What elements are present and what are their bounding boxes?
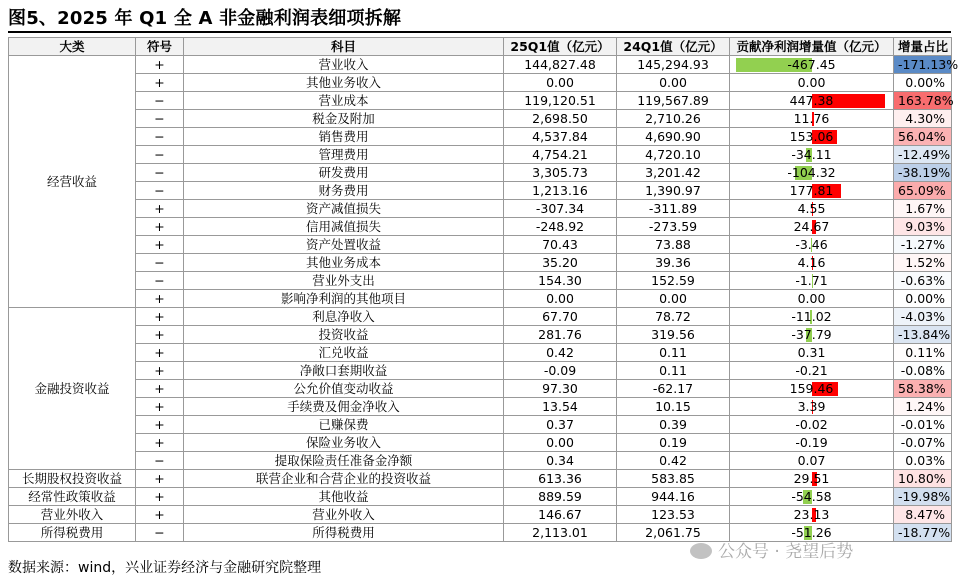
figure-title: 图5、2025 年 Q1 全 A 非金融利润表细项拆解 — [8, 8, 402, 29]
sign-cell: + — [136, 470, 184, 488]
contribution-value: -0.02 — [795, 417, 828, 432]
contribution-cell — [730, 200, 894, 218]
value-25q1-cell: 0.37 — [504, 416, 617, 434]
item-cell: 利息净收入 — [184, 308, 504, 326]
share-cell: 0.03% — [894, 452, 952, 470]
value-25q1-cell: 889.59 — [504, 488, 617, 506]
category-cell: 营业外收入 — [9, 506, 136, 524]
sign-cell: − — [136, 182, 184, 200]
value-24q1-cell: 583.85 — [617, 470, 730, 488]
table-row — [9, 344, 952, 362]
share-cell: -0.07% — [894, 434, 952, 452]
contribution-cell — [730, 308, 894, 326]
contribution-value: 3.39 — [797, 399, 826, 414]
contribution-value: 0.31 — [797, 345, 826, 360]
sign-cell: − — [136, 110, 184, 128]
table-body — [9, 56, 959, 542]
value-24q1-cell: 0.00 — [617, 74, 730, 92]
value-24q1-cell: 0.19 — [617, 434, 730, 452]
share-cell: 0.00% — [894, 74, 952, 92]
sign-cell: − — [136, 254, 184, 272]
sign-cell: + — [136, 488, 184, 506]
value-24q1-cell: 944.16 — [617, 488, 730, 506]
contribution-cell — [730, 146, 894, 164]
item-cell: 所得税费用 — [184, 524, 504, 542]
wechat-icon — [690, 543, 712, 559]
sign-cell: + — [136, 434, 184, 452]
table-row — [9, 398, 952, 416]
value-25q1-cell: 35.20 — [504, 254, 617, 272]
value-24q1-cell: 0.11 — [617, 362, 730, 380]
item-cell: 其他业务成本 — [184, 254, 504, 272]
contribution-value: -1.71 — [795, 273, 828, 288]
watermark-text: 公众号 · 尧望后势 — [718, 542, 854, 562]
value-25q1-cell: -0.09 — [504, 362, 617, 380]
value-24q1-cell: 3,201.42 — [617, 164, 730, 182]
contribution-value: 23.13 — [793, 507, 830, 522]
share-cell: 1.24% — [894, 398, 952, 416]
share-cell: 4.30% — [894, 110, 952, 128]
header-category: 大类 — [9, 38, 136, 56]
contribution-value: 177.81 — [789, 183, 834, 198]
contribution-cell — [730, 236, 894, 254]
item-cell: 销售费用 — [184, 128, 504, 146]
share-cell: -0.63% — [894, 272, 952, 290]
value-24q1-cell: 152.59 — [617, 272, 730, 290]
table-row — [9, 488, 952, 506]
sign-cell: − — [136, 272, 184, 290]
table-row — [9, 218, 952, 236]
contribution-cell — [730, 506, 894, 524]
value-25q1-cell: -248.92 — [504, 218, 617, 236]
sign-cell: − — [136, 92, 184, 110]
contribution-value: 24.67 — [793, 219, 830, 234]
item-cell: 已赚保费 — [184, 416, 504, 434]
sign-cell: − — [136, 452, 184, 470]
item-cell: 保险业务收入 — [184, 434, 504, 452]
sign-cell: + — [136, 506, 184, 524]
value-24q1-cell: 2,710.26 — [617, 110, 730, 128]
income-breakdown-table — [8, 37, 959, 542]
sign-cell: + — [136, 290, 184, 308]
item-cell: 资产处置收益 — [184, 236, 504, 254]
value-25q1-cell: 0.00 — [504, 434, 617, 452]
table-row — [9, 524, 952, 542]
value-24q1-cell: 145,294.93 — [617, 56, 730, 74]
contribution-value: -37.79 — [791, 327, 832, 342]
sign-cell: + — [136, 218, 184, 236]
contribution-cell — [730, 56, 894, 74]
share-cell: 56.04% — [894, 128, 952, 146]
contribution-cell — [730, 110, 894, 128]
header-sign: 符号 — [136, 38, 184, 56]
contribution-cell — [730, 434, 894, 452]
contribution-value: -467.45 — [787, 57, 836, 72]
share-cell: 8.47% — [894, 506, 952, 524]
value-24q1-cell: 123.53 — [617, 506, 730, 524]
value-24q1-cell: 4,720.10 — [617, 146, 730, 164]
sign-cell: + — [136, 416, 184, 434]
value-25q1-cell: 146.67 — [504, 506, 617, 524]
contribution-value: -0.19 — [795, 435, 828, 450]
contribution-value: -11.02 — [791, 309, 832, 324]
source-note: 数据来源：wind，兴业证券经济与金融研究院整理 — [8, 560, 322, 576]
item-cell: 其他业务收入 — [184, 74, 504, 92]
value-25q1-cell: 119,120.51 — [504, 92, 617, 110]
table-row — [9, 110, 952, 128]
value-25q1-cell: 154.30 — [504, 272, 617, 290]
table-row — [9, 326, 952, 344]
header-contribution: 贡献净利润增量值（亿元） — [730, 38, 894, 56]
value-25q1-cell: 70.43 — [504, 236, 617, 254]
table-row — [9, 380, 952, 398]
contribution-cell — [730, 344, 894, 362]
sign-cell: + — [136, 344, 184, 362]
contribution-cell — [730, 92, 894, 110]
contribution-value: 447.38 — [789, 93, 834, 108]
sign-cell: − — [136, 146, 184, 164]
value-25q1-cell: 281.76 — [504, 326, 617, 344]
item-cell: 资产减值损失 — [184, 200, 504, 218]
value-25q1-cell: 13.54 — [504, 398, 617, 416]
value-24q1-cell: -62.17 — [617, 380, 730, 398]
sign-cell: − — [136, 128, 184, 146]
table-row — [9, 146, 952, 164]
item-cell: 营业收入 — [184, 56, 504, 74]
table-row — [9, 434, 952, 452]
contribution-value: 0.00 — [797, 291, 826, 306]
header-25q1: 25Q1值（亿元） — [504, 38, 617, 56]
share-cell: -4.03% — [894, 308, 952, 326]
contribution-cell — [730, 254, 894, 272]
share-cell: -0.01% — [894, 416, 952, 434]
contribution-cell — [730, 452, 894, 470]
value-25q1-cell: 144,827.48 — [504, 56, 617, 74]
item-cell: 公允价值变动收益 — [184, 380, 504, 398]
item-cell: 影响净利润的其他项目 — [184, 290, 504, 308]
value-25q1-cell: 613.36 — [504, 470, 617, 488]
table-row — [9, 74, 952, 92]
sign-cell: + — [136, 74, 184, 92]
contribution-cell — [730, 290, 894, 308]
value-25q1-cell: 97.30 — [504, 380, 617, 398]
item-cell: 投资收益 — [184, 326, 504, 344]
contribution-value: 0.00 — [797, 75, 826, 90]
item-cell: 营业外支出 — [184, 272, 504, 290]
sign-cell: + — [136, 200, 184, 218]
contribution-value: 0.07 — [797, 453, 826, 468]
share-cell: -19.98% — [894, 488, 952, 506]
header-row — [9, 38, 952, 56]
item-cell: 营业成本 — [184, 92, 504, 110]
item-cell: 营业外收入 — [184, 506, 504, 524]
share-cell: -38.19% — [894, 164, 952, 182]
sign-cell: + — [136, 380, 184, 398]
share-cell: -1.27% — [894, 236, 952, 254]
value-24q1-cell: 78.72 — [617, 308, 730, 326]
share-cell: -0.08% — [894, 362, 952, 380]
share-cell: 10.80% — [894, 470, 952, 488]
contribution-value: 4.55 — [797, 201, 826, 216]
contribution-value: 153.06 — [789, 129, 834, 144]
value-25q1-cell: 3,305.73 — [504, 164, 617, 182]
header-item: 科目 — [184, 38, 504, 56]
contribution-cell — [730, 416, 894, 434]
table-row — [9, 236, 952, 254]
contribution-value: 159.46 — [789, 381, 834, 396]
share-cell: 163.78% — [894, 92, 952, 110]
value-25q1-cell: 0.42 — [504, 344, 617, 362]
table-row — [9, 452, 952, 470]
value-25q1-cell: 0.34 — [504, 452, 617, 470]
category-cell: 经营收益 — [9, 56, 136, 308]
table-row — [9, 254, 952, 272]
table-row — [9, 290, 952, 308]
share-cell: -12.49% — [894, 146, 952, 164]
item-cell: 提取保险责任准备金净额 — [184, 452, 504, 470]
value-24q1-cell: 0.00 — [617, 290, 730, 308]
contribution-cell — [730, 326, 894, 344]
sign-cell: − — [136, 524, 184, 542]
contribution-cell — [730, 488, 894, 506]
sign-cell: + — [136, 362, 184, 380]
item-cell: 其他收益 — [184, 488, 504, 506]
contribution-value: 4.16 — [797, 255, 826, 270]
contribution-cell — [730, 470, 894, 488]
table-row — [9, 92, 952, 110]
value-25q1-cell: 2,698.50 — [504, 110, 617, 128]
category-cell: 所得税费用 — [9, 524, 136, 542]
category-cell: 长期股权投资收益 — [9, 470, 136, 488]
value-24q1-cell: 319.56 — [617, 326, 730, 344]
value-25q1-cell: 1,213.16 — [504, 182, 617, 200]
value-25q1-cell: 67.70 — [504, 308, 617, 326]
value-25q1-cell: 2,113.01 — [504, 524, 617, 542]
share-cell: 0.11% — [894, 344, 952, 362]
share-cell: 1.67% — [894, 200, 952, 218]
value-24q1-cell: 39.36 — [617, 254, 730, 272]
item-cell: 联营企业和合营企业的投资收益 — [184, 470, 504, 488]
value-24q1-cell: 119,567.89 — [617, 92, 730, 110]
share-cell: -13.84% — [894, 326, 952, 344]
contribution-cell — [730, 164, 894, 182]
value-24q1-cell: 1,390.97 — [617, 182, 730, 200]
contribution-value: -54.58 — [791, 489, 832, 504]
table-row — [9, 272, 952, 290]
sign-cell: + — [136, 326, 184, 344]
table-row — [9, 128, 952, 146]
sign-cell: + — [136, 398, 184, 416]
value-25q1-cell: 0.00 — [504, 290, 617, 308]
item-cell: 手续费及佣金净收入 — [184, 398, 504, 416]
contribution-value: 29.51 — [793, 471, 830, 486]
item-cell: 税金及附加 — [184, 110, 504, 128]
sign-cell: + — [136, 308, 184, 326]
value-24q1-cell: -311.89 — [617, 200, 730, 218]
table-row — [9, 56, 952, 74]
value-24q1-cell: 2,061.75 — [617, 524, 730, 542]
value-25q1-cell: 0.00 — [504, 74, 617, 92]
sign-cell: + — [136, 56, 184, 74]
value-25q1-cell: 4,754.21 — [504, 146, 617, 164]
value-24q1-cell: -273.59 — [617, 218, 730, 236]
item-cell: 汇兑收益 — [184, 344, 504, 362]
share-cell: 0.00% — [894, 290, 952, 308]
share-cell: -171.13% — [894, 56, 952, 74]
share-cell: 1.52% — [894, 254, 952, 272]
table-row — [9, 362, 952, 380]
value-24q1-cell: 73.88 — [617, 236, 730, 254]
share-cell: 65.09% — [894, 182, 952, 200]
category-cell: 经常性政策收益 — [9, 488, 136, 506]
value-24q1-cell: 10.15 — [617, 398, 730, 416]
item-cell: 研发费用 — [184, 164, 504, 182]
item-cell: 管理费用 — [184, 146, 504, 164]
contribution-cell — [730, 380, 894, 398]
share-cell: -18.77% — [894, 524, 952, 542]
value-25q1-cell: 4,537.84 — [504, 128, 617, 146]
table-row — [9, 200, 952, 218]
sign-cell: − — [136, 164, 184, 182]
contribution-value: -51.26 — [791, 525, 832, 540]
contribution-value: -0.21 — [795, 363, 828, 378]
contribution-cell — [730, 74, 894, 92]
table-row — [9, 470, 952, 488]
share-cell: 9.03% — [894, 218, 952, 236]
title-rule — [8, 31, 951, 33]
contribution-value: -104.32 — [787, 165, 836, 180]
header-24q1: 24Q1值（亿元） — [617, 38, 730, 56]
value-25q1-cell: -307.34 — [504, 200, 617, 218]
item-cell: 财务费用 — [184, 182, 504, 200]
contribution-value: 11.76 — [793, 111, 830, 126]
contribution-cell — [730, 182, 894, 200]
contribution-value: -3.46 — [795, 237, 828, 252]
contribution-value: -34.11 — [791, 147, 832, 162]
category-cell: 金融投资收益 — [9, 308, 136, 470]
value-24q1-cell: 0.42 — [617, 452, 730, 470]
table-row — [9, 308, 952, 326]
contribution-cell — [730, 398, 894, 416]
item-cell: 净敞口套期收益 — [184, 362, 504, 380]
contribution-cell — [730, 218, 894, 236]
contribution-cell — [730, 362, 894, 380]
watermark — [690, 537, 853, 562]
table-row — [9, 506, 952, 524]
contribution-cell — [730, 272, 894, 290]
header-share: 增量占比 — [894, 38, 952, 56]
value-24q1-cell: 4,690.90 — [617, 128, 730, 146]
table-row — [9, 164, 952, 182]
contribution-cell — [730, 128, 894, 146]
table-row — [9, 416, 952, 434]
value-24q1-cell: 0.39 — [617, 416, 730, 434]
share-cell: 58.38% — [894, 380, 952, 398]
table-row — [9, 182, 952, 200]
item-cell: 信用减值损失 — [184, 218, 504, 236]
value-24q1-cell: 0.11 — [617, 344, 730, 362]
sign-cell: + — [136, 236, 184, 254]
